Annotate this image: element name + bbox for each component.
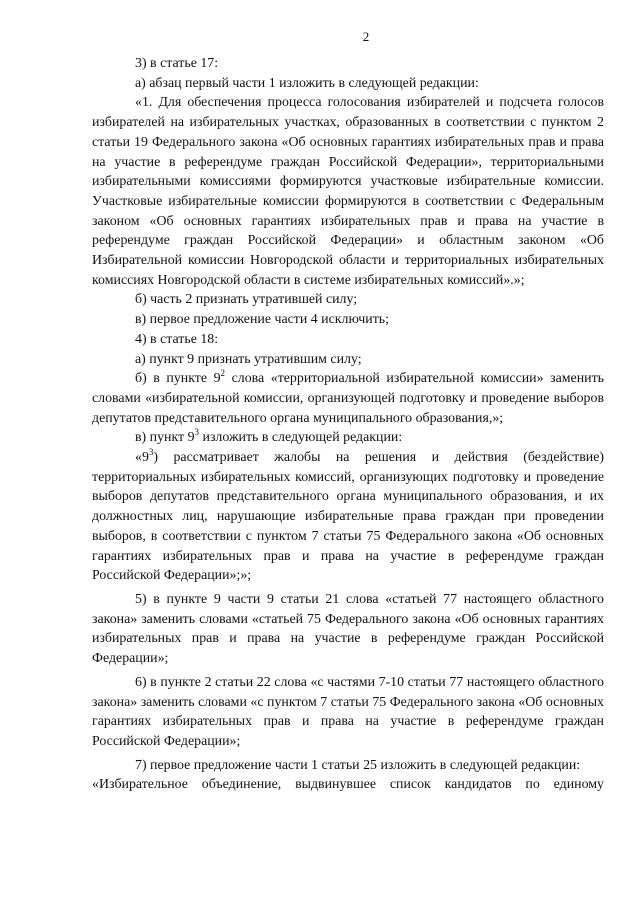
paragraph-text: в) первое предложение части 4 исключить; xyxy=(135,312,389,328)
paragraph-text: слова «территориальной избирательной комиссии» заменить словами «избирательной комиссии, организующей подготовку и проведение выборов депутатов представительного органа муниципального образования,»; xyxy=(92,371,604,426)
paragraph-p13 xyxy=(92,756,604,776)
superscript: 2 xyxy=(220,368,226,379)
paragraph-text: а) абзац первый части 1 изложить в следующей редакции: xyxy=(135,75,479,91)
paragraph-p12 xyxy=(92,673,604,752)
paragraph-text: «9 xyxy=(135,450,149,466)
superscript: 3 xyxy=(148,447,154,458)
paragraph-text: 5) в пункте 9 части 9 статьи 21 слова «статьей 77 настоящего областного закона» заменить словами «статьей 75 Федерального закона «Об основных гарантиях избирательных прав и права на участие в референдуме граждан Российской Федерации»; xyxy=(92,591,604,667)
paragraph-text: 7) первое предложение части 1 статьи 25 изложить в следующей редакции: xyxy=(135,757,581,773)
document-body xyxy=(92,54,604,795)
paragraph-p3 xyxy=(92,93,604,290)
paragraph-p9 xyxy=(92,428,604,448)
paragraph-p4 xyxy=(92,290,604,310)
paragraph-text: в) пункт 9 xyxy=(135,430,195,446)
paragraph-p14 xyxy=(92,775,604,795)
paragraph-text: б) часть 2 признать утратившей силу; xyxy=(135,292,358,308)
paragraph-text: ) рассматривает жалобы на решения и действия (бездействие) территориальных избирательных комиссий, организующих подготовку и проведение выборов депутатов представительного органа муниципального образования, и их должностных лиц, нарушающие избирательные права граждан при проведении выборов, в соответствии с пунктом 7 статьи 75 Федерального закона «Об основных гарантиях избирательных прав и права на участие в референдуме граждан Российской Федерации»;»; xyxy=(92,450,604,584)
page-number: 2 xyxy=(362,29,370,44)
paragraph-text: 4) в статье 18: xyxy=(135,331,219,347)
paragraph-text: а) пункт 9 признать утратившим силу; xyxy=(135,351,362,367)
paragraph-text: б) в пункте 9 xyxy=(135,371,221,387)
paragraph-p6 xyxy=(92,330,604,350)
paragraph-p11 xyxy=(92,590,604,669)
paragraph-p10 xyxy=(92,448,604,586)
paragraph-p5 xyxy=(92,310,604,330)
superscript: 3 xyxy=(194,427,200,438)
paragraph-p2 xyxy=(92,74,604,94)
paragraph-p1 xyxy=(92,54,604,74)
paragraph-text: 3) в статье 17: xyxy=(135,56,219,71)
paragraph-text: «1. Для обеспечения процесса голосования избирателей и подсчета голосов избирателей на избирательных участках, образованных в соответствии с пунктом 2 статьи 19 Федерального закона «Об основных гарантиях избирательных прав и права на участие в референдуме граждан Российской Федерации», территориальными избирательными комиссиями формируются участковые избирательные комиссии. Участковые избирательные комиссии формируются в соответствии с Федеральным законом «Об основных гарантиях избирательных прав и права на участие в референдуме граждан Российской Федерации» и областным законом «Об Избирательной комиссии Новгородской области и территориальных избирательных комиссиях Новгородской области в системе избирательных комиссий».»; xyxy=(92,95,604,288)
paragraph-p8 xyxy=(92,369,604,428)
paragraph-text: «Избирательное объединение, выдвинувшее список кандидатов по единому xyxy=(92,777,604,793)
paragraph-p7 xyxy=(92,350,604,370)
paragraph-text: изложить в следующей редакции: xyxy=(199,430,403,446)
paragraph-text: 6) в пункте 2 статьи 22 слова «с частями 7-10 статьи 77 настоящего областного закона» заменить словами «с пунктом 7 статьи 75 Федерального закона «Об основных гарантиях избирательных прав и права на участие в референдуме граждан Российской Федерации»; xyxy=(92,674,604,749)
